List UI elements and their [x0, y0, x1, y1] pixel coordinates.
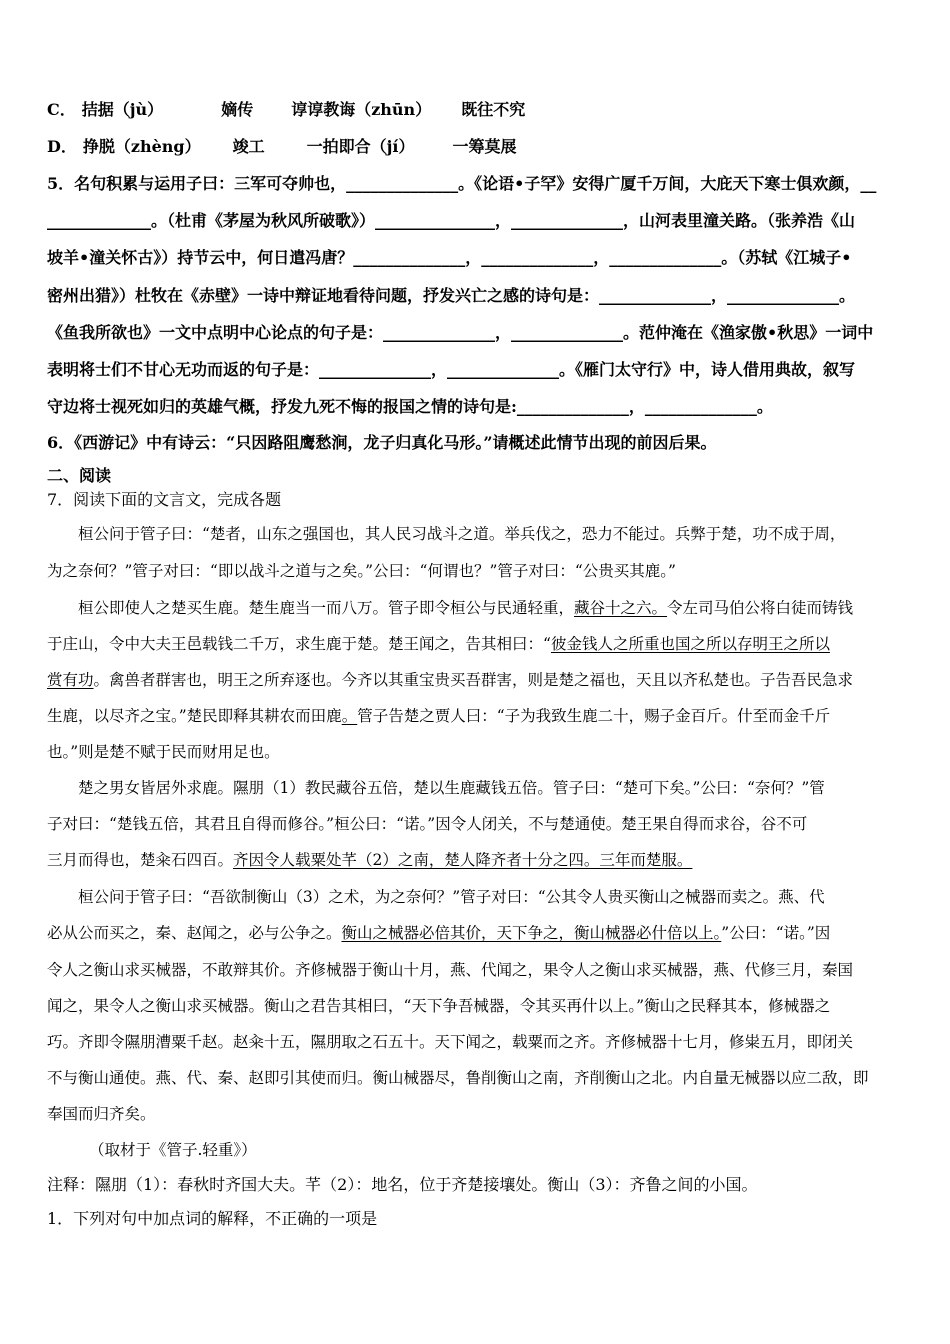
q5-line: 坡羊•潼关怀古》）持节云中，何日遣冯唐？______________，______________，______________。（苏轼《江城子• — [47, 248, 852, 267]
passage-text: 管子告楚之贾人曰：“子为我致生鹿二十，赐子金百斤。什至而金千斤 — [357, 707, 831, 725]
option-c — [47, 100, 525, 120]
option-item: 挣脱（zhèng） — [82, 137, 201, 156]
annotation-notes: 注释：隰朋（1）：春秋时齐国大夫。芊（2）：地名，位于齐楚接壤处。衡山（3）：齐鲁之间的小国。 — [47, 1175, 758, 1194]
passage-line: 桓公问于管子曰：“楚者，山东之强国也，其人民习战斗之道。举兵伐之，恐力不能过。兵弊于楚，功不成于周， — [78, 525, 846, 543]
option-label: C． — [47, 100, 76, 119]
option-d — [47, 137, 517, 157]
option-item: 一筹莫展 — [452, 137, 517, 156]
passage-text: 必从公而买之，秦、赵闻之，必与公争之。 — [47, 924, 342, 942]
passage-line: 闻之，果令人之衡山求买械器。衡山之君告其相曰，“天下争吾械器，令其买再什以上。”衡山之民释其本，修械器之 — [47, 997, 831, 1015]
section-heading: 二、阅读 — [47, 466, 112, 485]
q7-text: 7．阅读下面的文言文，完成各题 — [47, 490, 282, 509]
passage-text: ”公曰：“诺。”因 — [721, 924, 831, 942]
option-item: 嫡传 — [221, 100, 254, 119]
passage-text: 生鹿，以尽齐之宝。”楚民即释其耕农而田鹿 — [47, 707, 342, 725]
q5-line: 守边将士视死如归的英雄气概，抒发九死不悔的报国之情的诗句是:______________，______________。 — [47, 397, 773, 416]
passage-line — [47, 850, 692, 870]
underlined-text: 藏谷十之六。 — [574, 599, 668, 617]
q5-line: 《鱼我所欲也》一文中点明中心论点的句子是：______________，______________。范仲淹在《渔家傲•秋思》一词中 — [47, 323, 874, 342]
passage-line: 桓公问于管子曰：“吾欲制衡山（3）之术，为之奈何？”管子对曰：“公其令人贵买衡山之械器而卖之。燕、代 — [78, 888, 825, 906]
passage-line: 楚之男女皆居外求鹿。隰朋（1）教民藏谷五倍，楚以生鹿藏钱五倍。管子曰：“楚可下矣。”公曰：“奈何？”管 — [78, 779, 825, 797]
underlined-text: 齐因令人载粟处芊（2）之南，楚人降齐者十分之四。三年而楚服。 — [233, 851, 693, 869]
passage-text: 桓公即使人之楚买生鹿。楚生鹿当一而八万。管子即令桓公与民通轻重， — [78, 599, 575, 617]
passage-line: 不与衡山通使。燕、代、秦、赵即引其使而归。衡山械器尽，鲁削衡山之南，齐削衡山之北。内自量无械器以应二敌，即 — [47, 1069, 869, 1087]
option-item: 既往不究 — [461, 100, 526, 119]
underlined-text: 。 — [341, 707, 358, 725]
passage-line: 为之奈何？”管子对曰：“即以战斗之道与之矣。”公曰：“何谓也？”管子对曰：“公贵买其鹿。” — [47, 562, 676, 580]
passage-line: 也。”则是楚不赋于民而财用足也。 — [47, 743, 280, 761]
passage-line: 巧。齐即令隰朋漕粟千赵。赵籴十五，隰朋取之石五十。天下闻之，载粟而之齐。齐修械器十七月，修粜五月，即闭关 — [47, 1033, 854, 1051]
passage-line — [47, 670, 853, 690]
option-item: 拮据（jù） — [81, 100, 164, 119]
option-label: D． — [47, 137, 77, 156]
underlined-text: 衡山之械器必倍其价，天下争之，衡山械器必什倍以上。 — [341, 924, 722, 942]
passage-line: 令人之衡山求买械器，不敢辩其价。齐修械器于衡山十月，燕、代闻之，果令人之衡山求买械器，燕、代修三月，秦国 — [47, 961, 854, 979]
passage-line — [78, 598, 853, 618]
passage-text: 。禽兽者群害也，明王之所弃逐也。今齐以其重宝贵买吾群害，则是楚之福也，天且以齐私楚也。子告吾民急求 — [93, 671, 854, 689]
q5-line: _____________。（杜甫《茅屋为秋风所破歌》）_______________，______________，山河表里潼关路。（张养浩《山 — [47, 211, 856, 230]
passage-text: 令左司马伯公将白徒而铸钱 — [667, 599, 854, 617]
sub-question: 1．下列对句中加点词的解释，不正确的一项是 — [47, 1209, 378, 1228]
passage-source: （取材于《管子.轻重》） — [89, 1141, 257, 1159]
passage-line: 奉国而归齐矣。 — [47, 1105, 156, 1123]
q5-line: 密州出猎》）杜牧在《赤壁》一诗中辩证地看待问题，抒发兴亡之感的诗句是：______________，______________。 — [47, 286, 856, 305]
underlined-text: 赏有功 — [47, 671, 94, 689]
option-item: 谆谆教诲（zhūn） — [291, 100, 432, 119]
passage-text: 于庄山，令中大夫王邑载钱二千万，求生鹿于楚。楚王闻之，告其相曰：“ — [47, 635, 551, 653]
passage-line — [47, 634, 830, 654]
q5-line: 表明将士们不甘心无功而返的句子是：______________，______________。《雁门太守行》中，诗人借用典故，叙写 — [47, 360, 856, 379]
option-item: 竣工 — [232, 137, 265, 156]
q6-text: 6．《西游记》中有诗云：“只因路阻鹰愁涧，龙子归真化马形。”请概述此情节出现的前因后果。 — [47, 433, 717, 452]
underlined-text: 彼金钱人之所重也国之所以存明王之所以 — [550, 635, 830, 653]
passage-line — [47, 706, 830, 726]
passage-text: 三月而得也，楚籴石四百。 — [47, 851, 234, 869]
passage-line: 子对曰：“楚钱五倍，其君且自得而修谷。”桓公曰：“诺。”因令人闭关，不与楚通使。楚王果自得而求谷，谷不可 — [47, 815, 808, 833]
q5-line: 5．名句积累与运用子曰：三军可夺帅也，______________。《论语•子罕》安得广厦千万间，大庇天下寒士俱欢颜，__ — [47, 174, 877, 193]
option-item: 一拍即合（jí） — [306, 137, 415, 156]
passage-line — [47, 923, 830, 943]
